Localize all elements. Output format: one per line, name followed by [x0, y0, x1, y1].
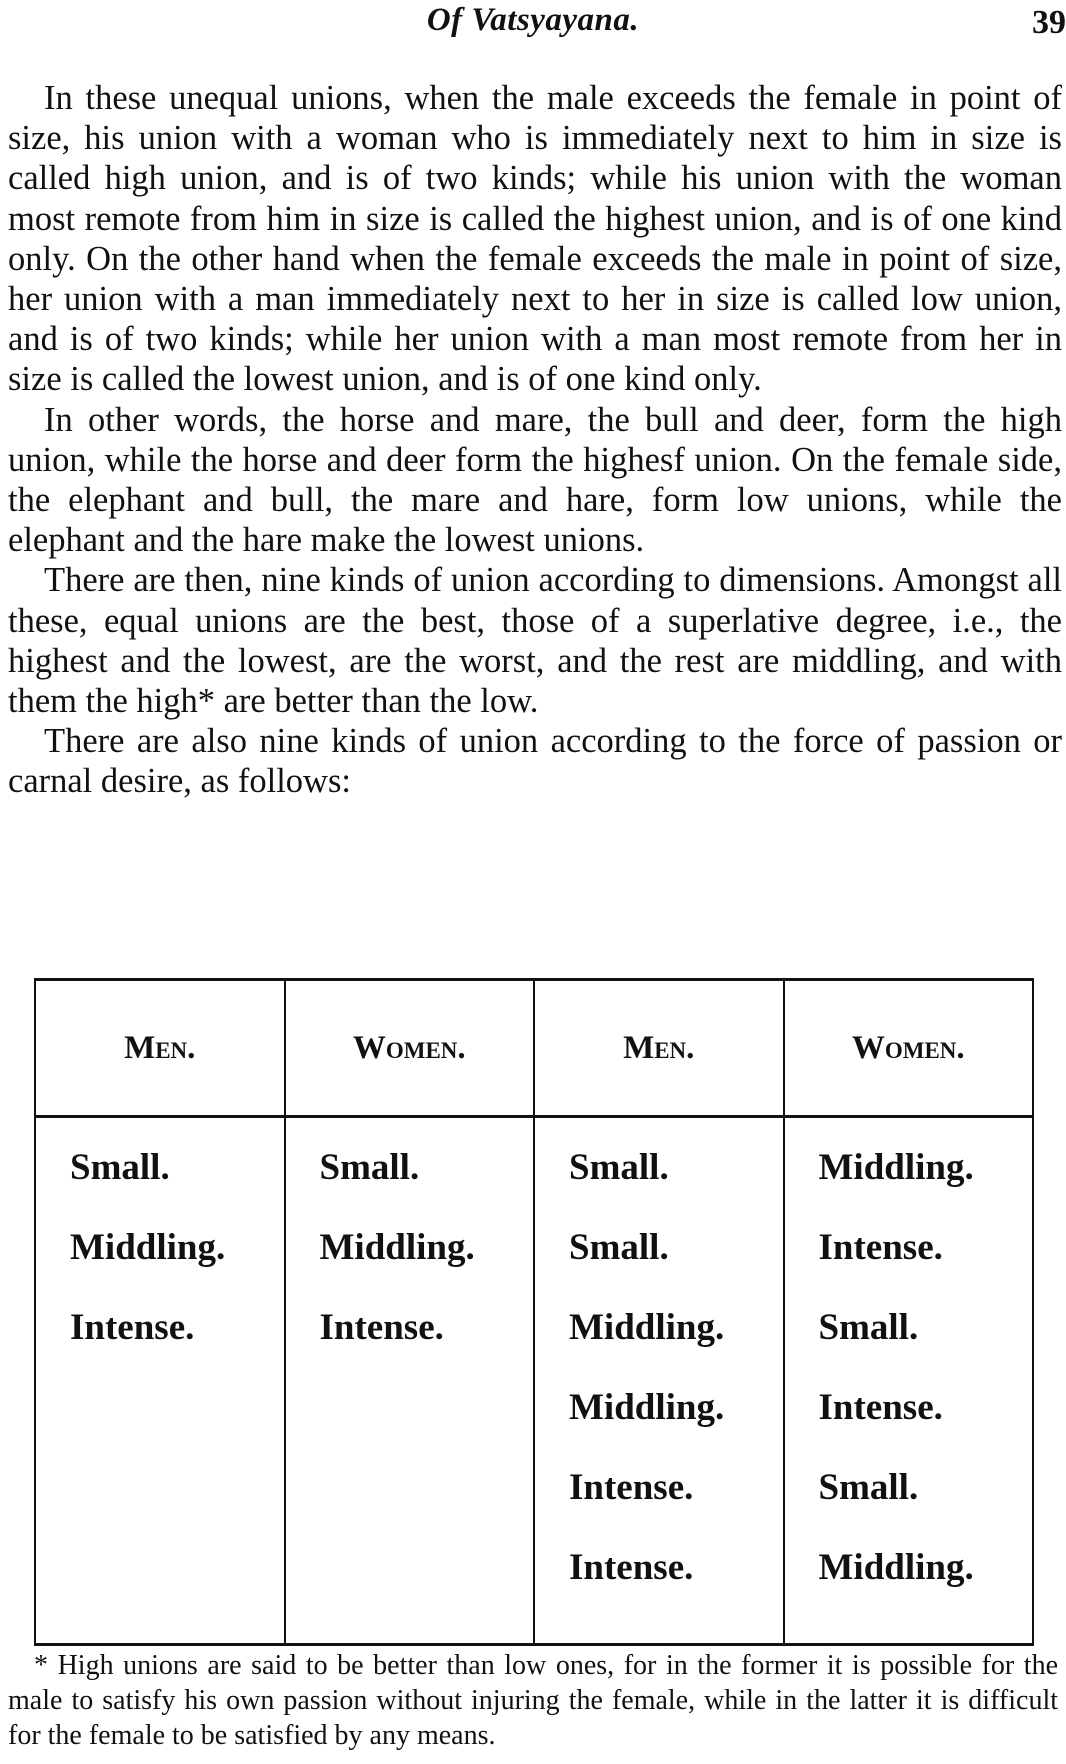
table-cell: Middling.: [569, 1307, 725, 1348]
footnote: * High unions are said to be better than low ones, for in the former it is possible for the male to satisfy his own passion without injuring the female, while in the latter it is difficult for the female to be satisfied by any means.: [8, 1650, 1058, 1751]
table-cell: Intense.: [569, 1547, 694, 1588]
running-title: Of Vatsyayana.: [426, 2, 640, 38]
table-cell: Intense.: [569, 1467, 694, 1508]
column-header-women: Women.: [784, 981, 1034, 1117]
column-header-men: Men.: [35, 981, 285, 1117]
passion-union-table: [34, 978, 1034, 1646]
table-cell: Intense.: [70, 1307, 195, 1348]
table-cell: Small.: [70, 1147, 170, 1188]
table-cell: Small.: [319, 1147, 420, 1188]
table-cell: Middling.: [70, 1227, 226, 1268]
table-cell: Small.: [818, 1307, 919, 1348]
page-header: [0, 0, 1066, 48]
table-cell: Middling.: [818, 1547, 974, 1588]
paragraph: In these unequal unions, when the male exceeds the female in point of size, his union with a woman who is immediately next to him in size is called high union, and is of two kinds; while his union with the woman most remote from him in size is called the highest union, and is of one kind only. On the other hand when the female exceeds the male in point of size, her union with a man immediately next to her in size is called low union, and is of two kinds; while her union with a man most remote from her in size is called the lowest union, and is of one kind only.: [8, 79, 1062, 399]
table-column: [784, 1117, 1034, 1644]
table-cell: Intense.: [818, 1227, 943, 1268]
table-cell: Middling.: [818, 1147, 974, 1188]
table-cell: Small.: [569, 1147, 669, 1188]
table-cell: Middling.: [319, 1227, 475, 1268]
paragraph: There are then, nine kinds of union according to dimensions. Amongst all these, equal unions are the best, those of a superlative degree, i.e., the highest and the lowest, are the worst, and the rest are middling, and with them the high* are better than the low.: [8, 561, 1062, 721]
page-number: 39: [1032, 4, 1066, 41]
table-column: [534, 1117, 784, 1644]
column-header-men: Men.: [534, 981, 784, 1117]
table-cell: Intense.: [818, 1387, 943, 1428]
union-table: [34, 981, 1034, 1643]
table-cell: Small.: [818, 1467, 919, 1508]
table-cell: Middling.: [569, 1387, 725, 1428]
paragraph: There are also nine kinds of union according to the force of passion or carnal desire, as follows:: [8, 722, 1062, 801]
table-column: [35, 1117, 285, 1644]
table-header-row: [35, 981, 1033, 1117]
table-cell: Intense.: [319, 1307, 444, 1348]
table-body-row: [35, 1117, 1033, 1644]
table-cell: Small.: [569, 1227, 669, 1268]
table-column: [285, 1117, 535, 1644]
paragraph: In other words, the horse and mare, the bull and deer, form the high union, while the horse and deer form the highesf union. On the female side, the elephant and bull, the mare and hare, form low unions, while the elephant and the hare make the lowest unions.: [8, 400, 1062, 560]
body-text: [8, 78, 1062, 802]
column-header-women: Women.: [285, 981, 535, 1117]
